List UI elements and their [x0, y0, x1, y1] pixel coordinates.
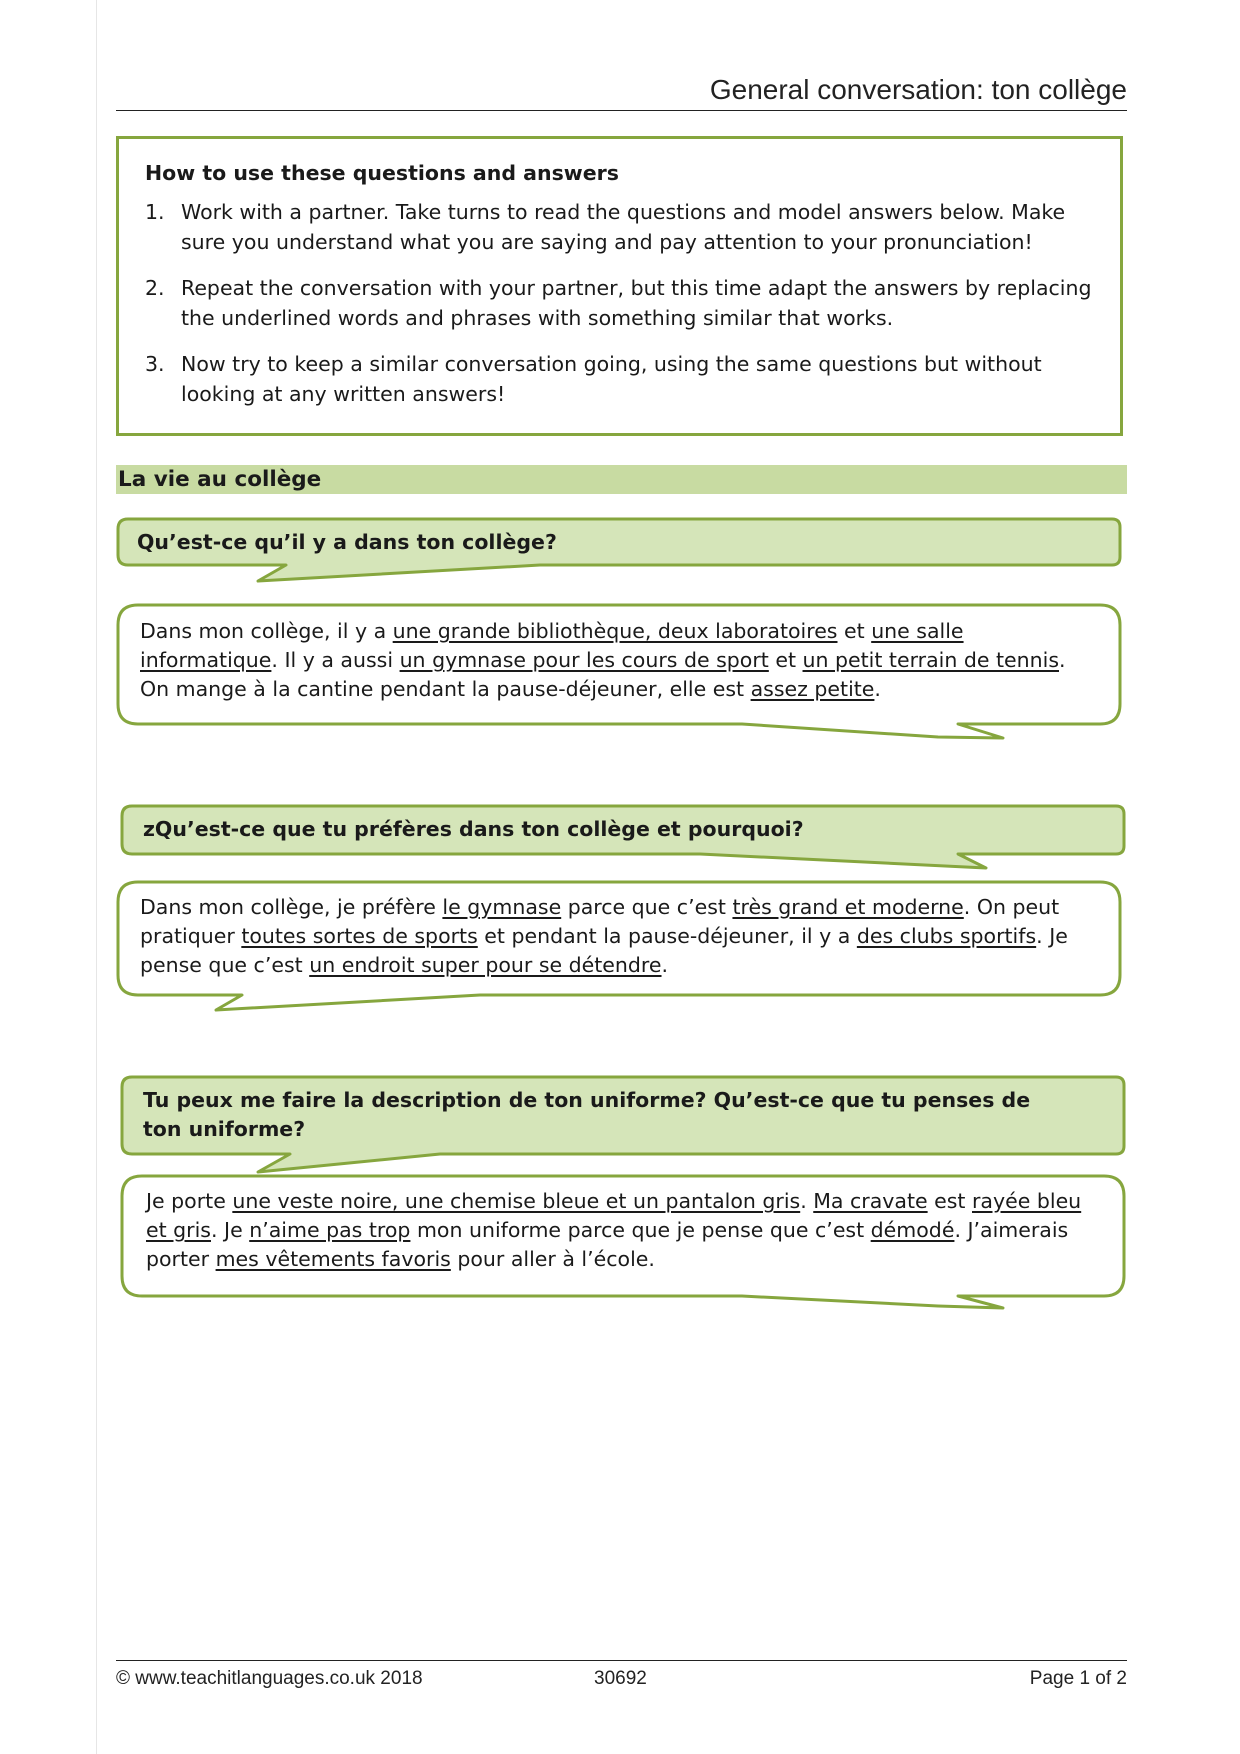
answer-text-segment: Je porte — [146, 1189, 233, 1213]
underlined-phrase: le gymnase — [442, 895, 562, 919]
footer-copyright: © www.teachitlanguages.co.uk 2018 — [116, 1668, 423, 1689]
answer-text-segment: Dans mon collège, il y a — [140, 619, 393, 643]
underlined-phrase: démodé — [870, 1218, 955, 1242]
underlined-phrase: une grande bibliothèque, deux laboratoires — [392, 619, 838, 643]
answer-text-segment: est — [927, 1189, 972, 1213]
underlined-phrase: toutes sortes de sports — [241, 924, 478, 948]
answer-text-segment: pour aller à l’école. — [450, 1247, 655, 1271]
underlined-phrase: des clubs sportifs — [856, 924, 1037, 948]
answer-text-segment: . — [874, 677, 881, 701]
underlined-phrase: Ma cravate — [813, 1189, 928, 1213]
instruction-number: 3. — [145, 352, 165, 376]
answer-text-segment: . Je pense que c’est — [140, 924, 1068, 977]
underlined-phrase: une salle informatique — [140, 619, 964, 672]
instruction-text: Work with a partner. Take turns to read the questions and model answers below. Make sure you understand what you are saying and pay attention to your pronunciation! — [181, 200, 1066, 254]
answer-text-segment: et pendant la pause-déjeuner, il y a — [477, 924, 857, 948]
underlined-phrase: assez petite — [750, 677, 875, 701]
instruction-number: 2. — [145, 276, 165, 300]
answer-text-segment: parce que c’est — [561, 895, 733, 919]
answer-text-segment: . On mange à la cantine pendant la pause-déjeuner, elle est — [140, 648, 1066, 701]
underlined-phrase: un endroit super pour se détendre — [309, 953, 662, 977]
answer-text-segment: et — [768, 648, 803, 672]
section-heading: La vie au collège — [116, 465, 1127, 494]
answer-2 — [140, 893, 1100, 980]
question-1: Qu’est-ce qu’il y a dans ton collège? — [137, 530, 557, 554]
underlined-phrase: très grand et moderne — [732, 895, 964, 919]
answer-text-segment: . On peut pratiquer — [140, 895, 1060, 948]
footer-page-number: Page 1 of 2 — [1029, 1668, 1127, 1689]
instructions-title: How to use these questions and answers — [145, 161, 619, 185]
answer-text-segment: . Je — [210, 1218, 250, 1242]
answer-text-segment: Dans mon collège, je préfère — [140, 895, 443, 919]
footer-code: 30692 — [594, 1668, 647, 1689]
instruction-text: Repeat the conversation with your partner, but this time adapt the answers by replacing the underlined words and phrases with something similar that works. — [181, 276, 1092, 330]
answer-text-segment: . J’aimerais porter — [146, 1218, 1069, 1271]
instruction-number: 1. — [145, 200, 165, 224]
page-title: General conversation: ton collège — [709, 74, 1127, 105]
answer-3 — [146, 1187, 1106, 1274]
answer-1 — [140, 617, 1100, 704]
underlined-phrase: un petit terrain de tennis — [802, 648, 1059, 672]
instruction-text: Now try to keep a similar conversation going, using the same questions but without looking at any written answers! — [181, 352, 1042, 406]
answer-text-segment: . — [661, 953, 669, 977]
underlined-phrase: un gymnase pour les cours de sport — [399, 648, 769, 672]
answer-text-segment: mon uniforme parce que je pense que c’est — [410, 1218, 871, 1242]
underlined-phrase: rayée bleu et gris — [146, 1189, 1082, 1242]
underlined-phrase: une veste noire, une chemise bleue et un pantalon gris — [232, 1189, 801, 1213]
question-3: Tu peux me faire la description de ton uniforme? Qu’est-ce que tu penses de ton uniforme? — [143, 1088, 1031, 1141]
answer-text-segment: et — [837, 619, 872, 643]
question-2: zQu’est-ce que tu préfères dans ton collège et pourquoi? — [143, 817, 804, 841]
answer-text-segment: . Il y a aussi — [271, 648, 400, 672]
answer-text-segment: . — [800, 1189, 814, 1213]
page-footer — [116, 1660, 1127, 1695]
underlined-phrase: mes vêtements favoris — [215, 1247, 451, 1271]
underlined-phrase: n’aime pas trop — [249, 1218, 411, 1242]
